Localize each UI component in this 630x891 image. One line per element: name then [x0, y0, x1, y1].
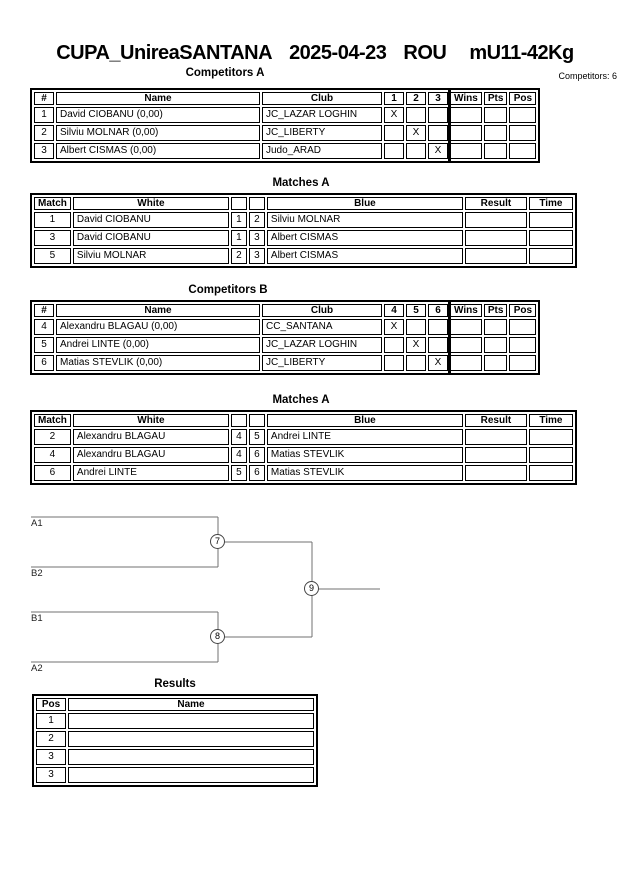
result-cell: [465, 447, 527, 463]
blue-name: Matias STEVLIK: [267, 465, 463, 481]
table-header-row: [34, 304, 536, 317]
competitor-number: 2: [34, 125, 54, 141]
white-seed: 4: [231, 429, 247, 445]
competitors-a-table: [30, 88, 540, 163]
wins-cell: [450, 337, 482, 353]
title-country: ROU: [403, 42, 447, 64]
white-seed: 4: [231, 447, 247, 463]
result-name: [68, 731, 314, 747]
col-number: #: [34, 92, 54, 105]
competitor-club: CC_SANTANA: [262, 319, 382, 335]
match-row: [34, 230, 573, 246]
results-heading: Results: [154, 678, 196, 690]
competitor-club: JC_LAZAR LOGHIN: [262, 337, 382, 353]
competitor-name: Matias STEVLIK (0,00): [56, 355, 260, 371]
col-name: Name: [56, 304, 260, 317]
table-header-row: [34, 414, 573, 427]
white-name: David CIOBANU: [73, 212, 229, 228]
competitor-club: JC_LIBERTY: [262, 125, 382, 141]
blue-name: Silviu MOLNAR: [267, 212, 463, 228]
match-number: 5: [34, 248, 71, 264]
result-name: [68, 767, 314, 783]
mark-cell: [406, 143, 426, 159]
col-pts: Pts: [484, 304, 508, 317]
result-name: [68, 749, 314, 765]
blue-seed: 5: [249, 429, 265, 445]
competitors-b-heading: Competitors B: [188, 284, 268, 296]
mark-cell: [406, 107, 426, 123]
title-date: 2025-04-23: [289, 42, 387, 64]
col-wins: Wins: [450, 304, 482, 317]
col-5: 5: [406, 304, 426, 317]
competitor-club: Judo_ARAD: [262, 143, 382, 159]
match-row: [34, 429, 573, 445]
competitor-number: 3: [34, 143, 54, 159]
title-category: mU11-42Kg: [469, 42, 574, 64]
col-number: #: [34, 304, 54, 317]
mark-cell: [428, 125, 448, 141]
competitor-name: David CIOBANU (0,00): [56, 107, 260, 123]
pos-cell: [509, 319, 536, 335]
match-number: 2: [34, 429, 71, 445]
wins-cell: [450, 143, 482, 159]
bracket-slot-a2: A2: [31, 663, 43, 674]
mark-cell: X: [428, 143, 448, 159]
result-pos: 2: [36, 731, 66, 747]
col-pos: Pos: [509, 304, 536, 317]
competitor-row: [34, 355, 536, 371]
blue-seed: 3: [249, 230, 265, 246]
competitor-row: [34, 107, 536, 123]
competitor-row: [34, 337, 536, 353]
bracket-match-8-node: 8: [210, 629, 225, 644]
match-number: 6: [34, 465, 71, 481]
competitor-row: [34, 143, 536, 159]
col-wins: Wins: [450, 92, 482, 105]
col-white: White: [73, 197, 229, 210]
col-4: 4: [384, 304, 404, 317]
white-seed: 5: [231, 465, 247, 481]
title-event: CUPA_UnireaSANTANA: [56, 42, 273, 64]
result-cell: [465, 429, 527, 445]
mark-cell: X: [406, 125, 426, 141]
result-pos: 3: [36, 767, 66, 783]
matches-b-table: [30, 410, 577, 485]
table-header-row: [34, 92, 536, 105]
mark-cell: X: [384, 107, 404, 123]
col-name: Name: [68, 698, 314, 711]
matches-b-heading: Matches A: [272, 394, 330, 406]
mark-cell: [384, 143, 404, 159]
col-pos: Pos: [509, 92, 536, 105]
match-row: [34, 212, 573, 228]
competitor-row: [34, 319, 536, 335]
result-pos: 3: [36, 749, 66, 765]
col-time: Time: [529, 414, 573, 427]
pts-cell: [484, 337, 508, 353]
wins-group-divider: [448, 88, 451, 161]
col-1: 1: [384, 92, 404, 105]
blue-seed: 6: [249, 447, 265, 463]
competitor-club: JC_LIBERTY: [262, 355, 382, 371]
time-cell: [529, 465, 573, 481]
result-cell: [465, 212, 527, 228]
col-3: 3: [428, 92, 448, 105]
white-seed: 1: [231, 230, 247, 246]
wins-cell: [450, 319, 482, 335]
col-club: Club: [262, 304, 382, 317]
result-cell: [465, 465, 527, 481]
blue-seed: 3: [249, 248, 265, 264]
final-bracket-lines: [25, 505, 390, 675]
mark-cell: [428, 337, 448, 353]
white-name: David CIOBANU: [73, 230, 229, 246]
blue-seed: 2: [249, 212, 265, 228]
result-row: [36, 713, 314, 729]
result-cell: [465, 248, 527, 264]
col-blue: Blue: [267, 197, 463, 210]
page-title: [0, 42, 630, 65]
mark-cell: [384, 355, 404, 371]
competitor-name: Silviu MOLNAR (0,00): [56, 125, 260, 141]
pts-cell: [484, 143, 508, 159]
bracket-match-9-node: 9: [304, 581, 319, 596]
col-6: 6: [428, 304, 448, 317]
mark-cell: [384, 125, 404, 141]
match-number: 3: [34, 230, 71, 246]
mark-cell: X: [384, 319, 404, 335]
white-name: Alexandru BLAGAU: [73, 447, 229, 463]
result-cell: [465, 230, 527, 246]
pos-cell: [509, 143, 536, 159]
competitor-name: Albert CISMAS (0,00): [56, 143, 260, 159]
time-cell: [529, 248, 573, 264]
bracket-slot-a1: A1: [31, 518, 43, 529]
competitor-row: [34, 125, 536, 141]
mark-cell: [406, 355, 426, 371]
white-seed: 1: [231, 212, 247, 228]
col-blue: Blue: [267, 414, 463, 427]
competitor-name: Andrei LINTE (0,00): [56, 337, 260, 353]
wins-cell: [450, 125, 482, 141]
competitor-number: 5: [34, 337, 54, 353]
wins-cell: [450, 107, 482, 123]
mark-cell: [406, 319, 426, 335]
result-pos: 1: [36, 713, 66, 729]
match-number: 1: [34, 212, 71, 228]
result-name: [68, 713, 314, 729]
competitor-number: 6: [34, 355, 54, 371]
match-row: [34, 465, 573, 481]
competitor-club: JC_LAZAR LOGHIN: [262, 107, 382, 123]
col-club: Club: [262, 92, 382, 105]
pos-cell: [509, 107, 536, 123]
competitor-number: 4: [34, 319, 54, 335]
col-match: Match: [34, 414, 71, 427]
mark-cell: X: [406, 337, 426, 353]
blue-seed: 6: [249, 465, 265, 481]
time-cell: [529, 230, 573, 246]
matches-a-table: [30, 193, 577, 268]
bracket-slot-b1: B1: [31, 613, 43, 624]
pos-cell: [509, 337, 536, 353]
col-result: Result: [465, 414, 527, 427]
wins-cell: [450, 355, 482, 371]
mark-cell: [384, 337, 404, 353]
white-name: Silviu MOLNAR: [73, 248, 229, 264]
col-pts: Pts: [484, 92, 508, 105]
result-row: [36, 749, 314, 765]
blue-name: Matias STEVLIK: [267, 447, 463, 463]
col-2: 2: [406, 92, 426, 105]
competitor-name: Alexandru BLAGAU (0,00): [56, 319, 260, 335]
mark-cell: [428, 107, 448, 123]
match-row: [34, 248, 573, 264]
time-cell: [529, 212, 573, 228]
time-cell: [529, 447, 573, 463]
col-name: Name: [56, 92, 260, 105]
match-number: 4: [34, 447, 71, 463]
col-pos: Pos: [36, 698, 66, 711]
competitors-b-table: [30, 300, 540, 375]
col-white-num: [231, 197, 247, 210]
bracket-match-7-node: 7: [210, 534, 225, 549]
wins-group-divider: [448, 300, 451, 373]
mark-cell: [428, 319, 448, 335]
col-result: Result: [465, 197, 527, 210]
blue-name: Albert CISMAS: [267, 248, 463, 264]
time-cell: [529, 429, 573, 445]
col-white-num: [231, 414, 247, 427]
matches-a-heading: Matches A: [272, 177, 330, 189]
mark-cell: X: [428, 355, 448, 371]
table-header-row: [36, 698, 314, 711]
pos-cell: [509, 125, 536, 141]
blue-name: Andrei LINTE: [267, 429, 463, 445]
col-blue-num: [249, 414, 265, 427]
competitors-a-heading: Competitors A: [185, 67, 265, 79]
competitors-count-note: Competitors: 6: [558, 71, 617, 81]
white-seed: 2: [231, 248, 247, 264]
pos-cell: [509, 355, 536, 371]
col-time: Time: [529, 197, 573, 210]
match-row: [34, 447, 573, 463]
col-white: White: [73, 414, 229, 427]
pts-cell: [484, 125, 508, 141]
col-blue-num: [249, 197, 265, 210]
blue-name: Albert CISMAS: [267, 230, 463, 246]
pts-cell: [484, 107, 508, 123]
result-row: [36, 767, 314, 783]
pts-cell: [484, 319, 508, 335]
white-name: Alexandru BLAGAU: [73, 429, 229, 445]
col-match: Match: [34, 197, 71, 210]
results-table: [32, 694, 318, 787]
table-header-row: [34, 197, 573, 210]
result-row: [36, 731, 314, 747]
white-name: Andrei LINTE: [73, 465, 229, 481]
pts-cell: [484, 355, 508, 371]
competitor-number: 1: [34, 107, 54, 123]
bracket-slot-b2: B2: [31, 568, 43, 579]
